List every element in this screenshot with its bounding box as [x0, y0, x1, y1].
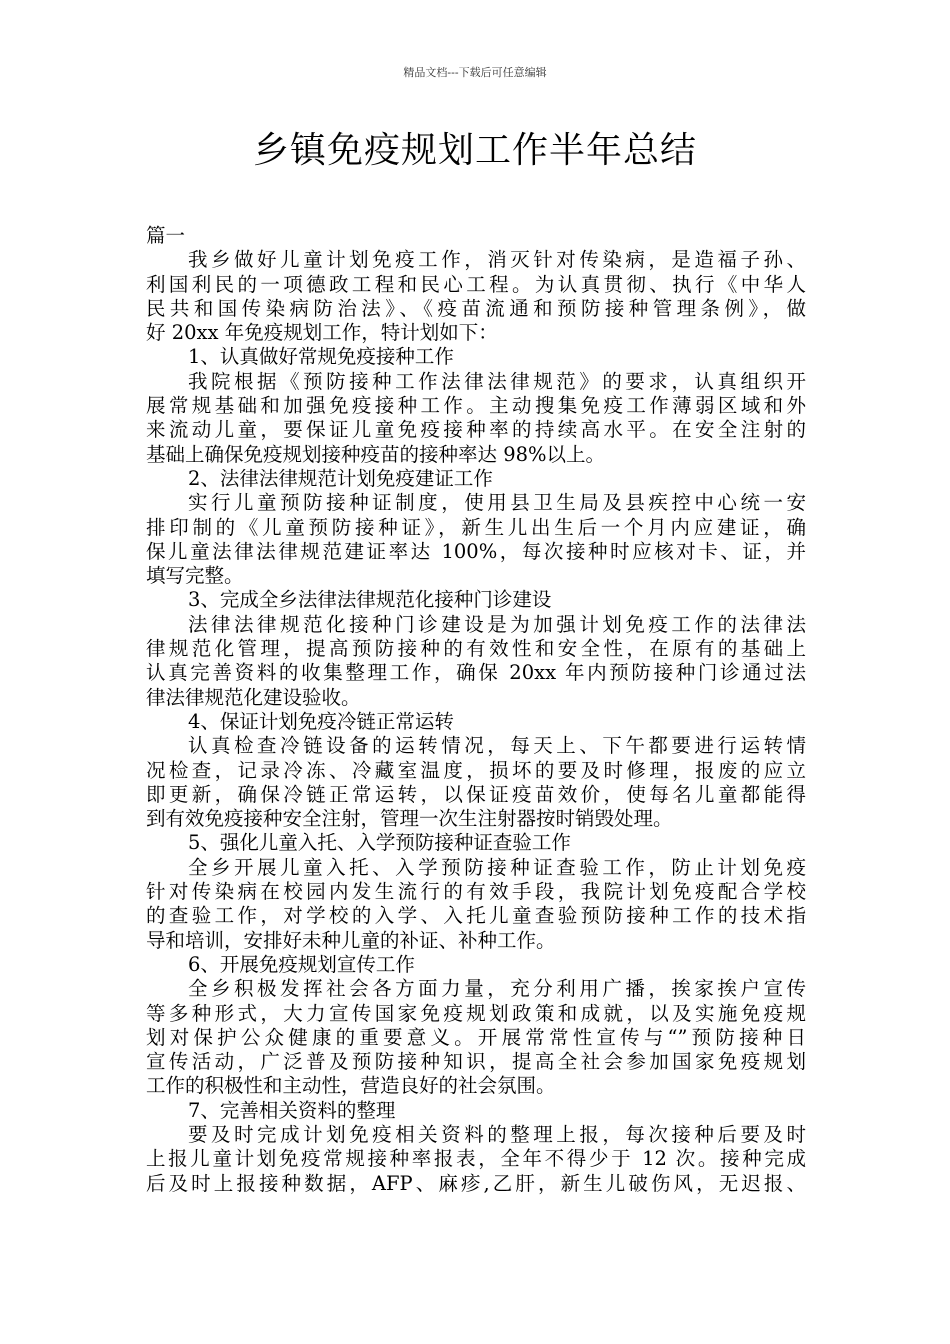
text-line: 导和培训，安排好未种儿童的补证、补种工作。: [146, 928, 556, 952]
text-line: 律法律规范化建设验收。: [146, 685, 361, 709]
text-line: 全乡开展儿童入托、入学预防接种证查验工作，防止计划免疫: [188, 855, 806, 879]
text-line: 我院根据《预防接种工作法律法律规范》的要求，认真组织开: [188, 369, 806, 393]
text-line: 3、完成全乡法律法律规范化接种门诊建设: [188, 588, 552, 612]
text-line: 况检查，记录冷冻、冷藏室温度，损坏的要及时修理，报废的应立: [146, 758, 806, 782]
text-line: 6、开展免疫规划宣传工作: [188, 952, 415, 976]
text-line: 来流动儿童，要保证儿童免疫接种率的持续高水平。在安全注射的: [146, 418, 806, 442]
text-line: 5、强化儿童入托、入学预防接种证查验工作: [188, 831, 571, 855]
text-line: 要及时完成计划免疫相关资料的整理上报，每次接种后要及时: [188, 1122, 806, 1146]
document-header-note: 精品文档---下载后可任意编辑: [403, 66, 547, 79]
text-line: 利国利民的一项德政工程和民心工程。为认真贯彻、执行《中华人: [146, 272, 806, 296]
text-line: 2、法律法律规范计划免疫建证工作: [188, 466, 493, 490]
text-line: 篇一: [146, 224, 186, 247]
text-line: 保儿童法律法律规范建证率达 100%，每次接种时应核对卡、证，并: [146, 539, 806, 563]
text-line: 法律法律规范化接种门诊建设是为加强计划免疫工作的法律法: [188, 612, 806, 636]
text-line: 律规范化管理，提高预防接种的有效性和安全性，在原有的基础上: [146, 637, 806, 661]
text-line: 4、保证计划免疫冷链正常运转: [188, 709, 454, 733]
text-line: 1、认真做好常规免疫接种工作: [188, 345, 454, 369]
text-line: 实行儿童预防接种证制度，使用县卫生局及县疾控中心统一安: [188, 491, 806, 515]
document-body: [146, 224, 806, 1196]
text-line: 的查验工作，对学校的入学、入托儿童查验预防接种工作的技术指: [146, 904, 806, 928]
text-line: 后及时上报接种数据，AFP、麻疹,乙肝，新生儿破伤风，无迟报、: [146, 1171, 806, 1195]
text-line: 上报儿童计划免疫常规接种率报表，全年不得少于 12 次。接种完成: [146, 1147, 806, 1171]
text-line: 划对保护公众健康的重要意义。开展常常性宣传与“”预防接种日: [146, 1025, 806, 1049]
text-line: 到有效免疫接种安全注射，管理一次生注射器按时销毁处理。: [146, 807, 673, 831]
text-line: 填写完整。: [146, 564, 244, 588]
text-line: 针对传染病在校园内发生流行的有效手段，我院计划免疫配合学校: [146, 880, 806, 904]
document-title: 乡镇免疫规划工作半年总结: [252, 130, 697, 171]
text-line: 好 20xx 年免疫规划工作，特计划如下：: [146, 321, 498, 345]
text-line: 即更新，确保冷链正常运转，以保证疫苗效价，使每名儿童都能得: [146, 782, 806, 806]
text-line: 7、完善相关资料的整理: [188, 1098, 396, 1122]
text-line: 基础上确保免疫规划接种疫苗的接种率达 98%以上。: [146, 442, 606, 466]
text-line: 民共和国传染病防治法》、《疫苗流通和预防接种管理条例》，做: [146, 296, 806, 320]
text-line: 工作的积极性和主动性，营造良好的社会氛围。: [146, 1074, 556, 1098]
text-line: 全乡积极发挥社会各方面力量，充分利用广播，挨家挨户宣传: [188, 977, 806, 1001]
text-line: 认真检查冷链设备的运转情况，每天上、下午都要进行运转情: [188, 734, 806, 758]
text-line: 宣传活动，广泛普及预防接种知识，提高全社会参加国家免疫规划: [146, 1050, 806, 1074]
text-line: 展常规基础和加强免疫接种工作。主动搜集免疫工作薄弱区域和外: [146, 394, 806, 418]
text-line: 认真完善资料的收集整理工作，确保 20xx 年内预防接种门诊通过法: [146, 661, 806, 685]
text-line: 排印制的《儿童预防接种证》，新生儿出生后一个月内应建证，确: [146, 515, 806, 539]
text-line: 我乡做好儿童计划免疫工作，消灭针对传染病，是造福子孙、: [188, 248, 806, 272]
text-line: 等多种形式，大力宣传国家免疫规划政策和成就，以及实施免疫规: [146, 1001, 806, 1025]
